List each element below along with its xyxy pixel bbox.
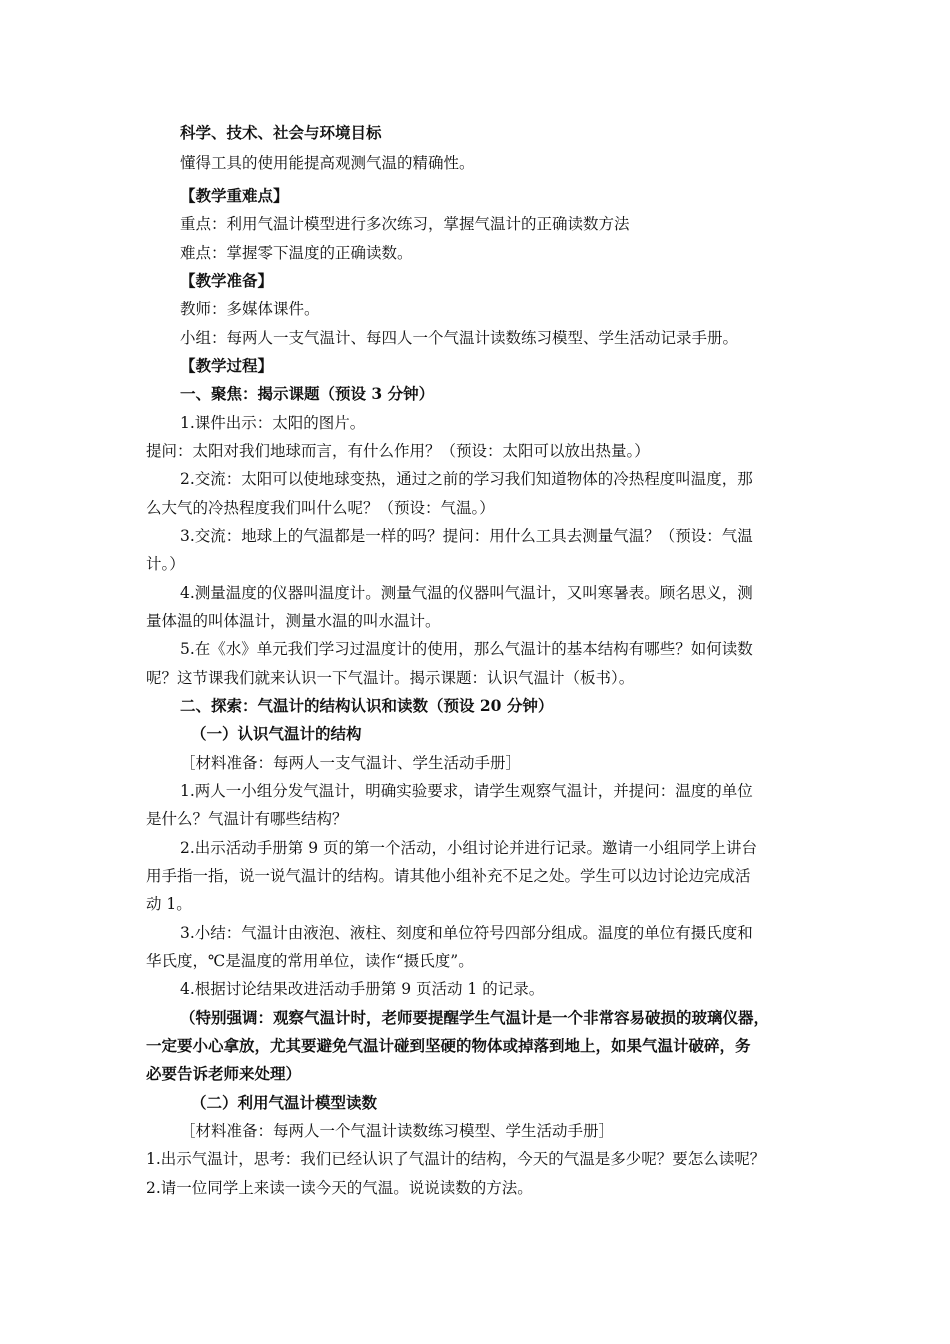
paragraph-line: 量体温的叫体温计，测量水温的叫水温计。: [146, 612, 441, 630]
subsection-heading-focus: 一、聚焦：揭示课题（预设 3 分钟）: [180, 384, 435, 403]
section-heading-sts-goal: 科学、技术、社会与环境目标: [180, 123, 382, 142]
paragraph-line: 么大气的冷热程度我们叫什么呢？（预设：气温。）: [146, 499, 495, 517]
materials-note: ［材料准备：每两人一支气温计、学生活动手册］: [180, 754, 522, 772]
paragraph-line: 小组：每两人一支气温计、每四人一个气温计读数练习模型、学生活动记录手册。: [180, 329, 739, 347]
paragraph-line: 懂得工具的使用能提高观测气温的精确性。: [180, 154, 475, 172]
paragraph-line: 提问：太阳对我们地球而言，有什么作用？（预设：太阳可以放出热量。）: [146, 442, 650, 460]
materials-note: ［材料准备：每两人一个气温计读数练习模型、学生活动手册］: [180, 1122, 615, 1140]
paragraph-line: 2.出示活动手册第 9 页的第一个活动，小组讨论并进行记录。邀请一小组同学上讲台: [180, 839, 758, 857]
paragraph-line: 2.请一位同学上来读一读今天的气温。说说读数的方法。: [146, 1179, 533, 1197]
paragraph-line: 教师：多媒体课件。: [180, 300, 320, 318]
paragraph-line: 4.根据讨论结果改进活动手册第 9 页活动 1 的记录。: [180, 980, 545, 998]
paragraph-line: 3.小结：气温计由液泡、液柱、刻度和单位符号四部分组成。温度的单位有摄氏度和: [180, 924, 753, 942]
paragraph-line: 5.在《水》单元我们学习过温度计的使用，那么气温计的基本结构有哪些？如何读数: [180, 640, 753, 658]
emphasis-note: （特别强调：观察气温计时，老师要提醒学生气温计是一个非常容易破损的玻璃仪器，: [180, 1008, 770, 1027]
paragraph-line: 1.两人一小组分发气温计，明确实验要求，请学生观察气温计，并提问：温度的单位: [180, 782, 753, 800]
paragraph-line: 2.交流：太阳可以使地球变热，通过之前的学习我们知道物体的冷热程度叫温度，那: [180, 470, 753, 488]
section-heading-key-points: 【教学重难点】: [180, 186, 289, 205]
paragraph-line: 计。）: [146, 555, 185, 573]
paragraph-line: 动 1。: [146, 895, 192, 913]
paragraph-line: 华氏度，℃是温度的常用单位，读作“摄氏度”。: [146, 952, 474, 970]
emphasis-note: 一定要小心拿放，尤其要避免气温计碰到坚硬的物体或掉落到地上，如果气温计破碎，务: [146, 1036, 751, 1055]
paragraph-line: 1.课件出示：太阳的图片。: [180, 414, 366, 432]
subsection-heading-structure: （一）认识气温计的结构: [191, 724, 362, 743]
paragraph-line: 用手指一指，说一说气温计的结构。请其他小组补充不足之处。学生可以边讨论边完成活: [146, 867, 751, 885]
paragraph-line: 呢？这节课我们就来认识一下气温计。揭示课题：认识气温计（板书）。: [146, 669, 635, 687]
subsection-heading-explore: 二、探索：气温计的结构认识和读数（预设 20 分钟）: [180, 696, 554, 715]
paragraph-line: 是什么？气温计有哪些结构？: [146, 810, 348, 828]
paragraph-line: 3.交流：地球上的气温都是一样的吗？提问：用什么工具去测量气温？（预设：气温: [180, 527, 753, 545]
subsection-heading-model-reading: （二）利用气温计模型读数: [191, 1093, 378, 1112]
section-heading-preparation: 【教学准备】: [180, 271, 274, 290]
paragraph-line: 4.测量温度的仪器叫温度计。测量气温的仪器叫气温计，又叫寒暑表。顾名思义，测: [180, 584, 753, 602]
emphasis-note: 必要告诉老师来处理）: [146, 1064, 302, 1083]
section-heading-process: 【教学过程】: [180, 356, 274, 375]
paragraph-line: 1.出示气温计，思考：我们已经认识了气温计的结构，今天的气温是多少呢？要怎么读呢？: [146, 1150, 766, 1168]
paragraph-line: 难点：掌握零下温度的正确读数。: [180, 244, 413, 262]
paragraph-line: 重点：利用气温计模型进行多次练习，掌握气温计的正确读数方法: [180, 215, 630, 233]
